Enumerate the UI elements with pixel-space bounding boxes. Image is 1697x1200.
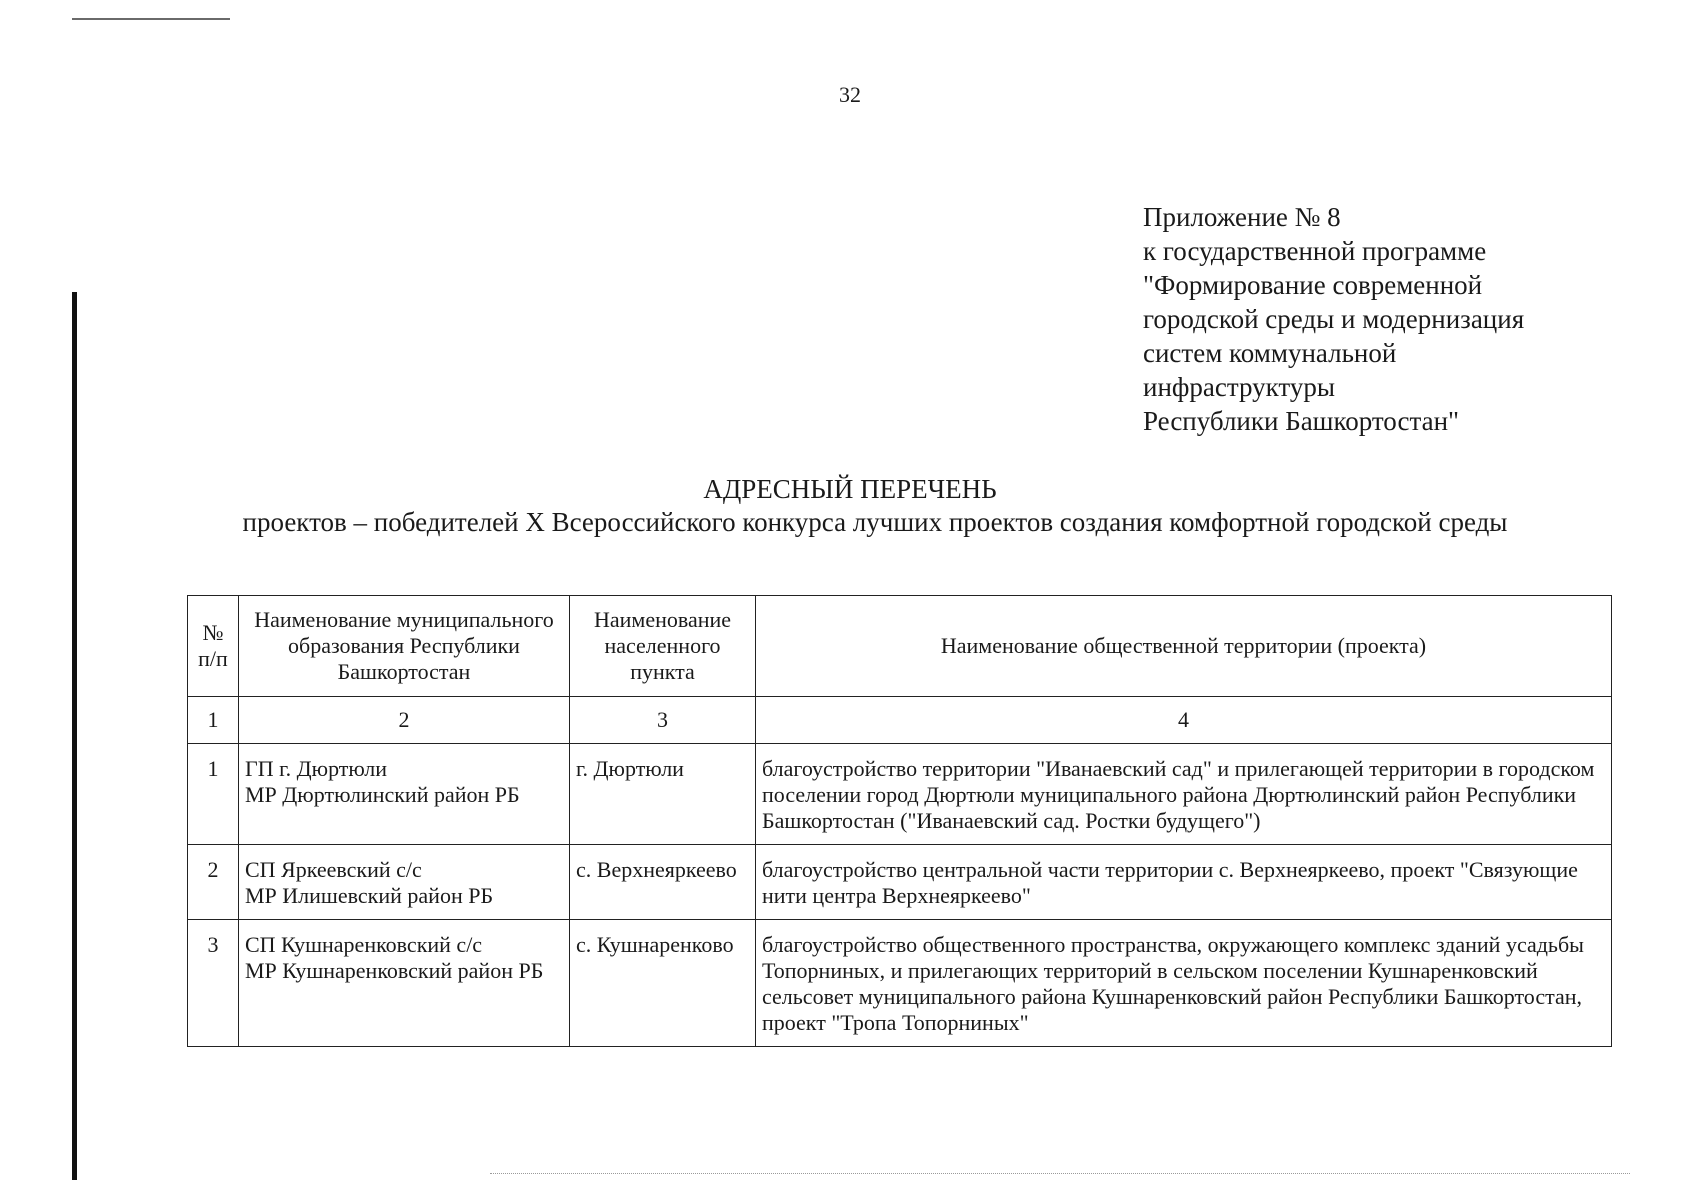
row-number: 1	[188, 744, 239, 845]
municipality-line: ГП г. Дюртюли	[245, 756, 388, 781]
projects-table-container	[187, 595, 1612, 1047]
header-project: Наименование общественной территории (проекта)	[756, 596, 1612, 697]
municipality-cell	[239, 845, 570, 920]
header-number: № п/п	[188, 596, 239, 697]
project-cell: благоустройство территории "Иванаевский сад" и прилегающей территории в городском поселении город Дюртюли муниципального района Дюртюлинский район Республики Башкортостан ("Иванаевский сад. Ростки будущего")	[756, 744, 1612, 845]
table-row	[188, 744, 1612, 845]
project-cell: благоустройство общественного пространства, окружающего комплекс зданий усадьбы Топорниных, и прилегающих территорий в сельском поселении Кушнаренковский сельсовет муниципального района Кушнаренковский район Республики Башкортостан, проект "Тропа Топорниных"	[756, 920, 1612, 1047]
settlement-cell: с. Кушнаренково	[570, 920, 756, 1047]
annex-line: Приложение № 8	[1143, 202, 1341, 232]
annex-line: систем коммунальной	[1143, 338, 1397, 368]
projects-table	[187, 595, 1612, 1047]
column-number-row	[188, 697, 1612, 744]
scan-edge-bar	[72, 292, 77, 1180]
settlement-cell: г. Дюртюли	[570, 744, 756, 845]
row-number: 3	[188, 920, 239, 1047]
bottom-rule	[490, 1173, 1630, 1174]
annex-line: Республики Башкортостан"	[1143, 406, 1460, 436]
top-rule	[72, 18, 230, 20]
table-row	[188, 920, 1612, 1047]
municipality-cell	[239, 744, 570, 845]
column-number: 1	[188, 697, 239, 744]
table-header-row	[188, 596, 1612, 697]
header-municipality: Наименование муниципального образования Республики Башкортостан	[239, 596, 570, 697]
table-row	[188, 845, 1612, 920]
municipality-cell	[239, 920, 570, 1047]
project-cell: благоустройство центральной части территории с. Верхнеяркеево, проект "Связующие нити центра Верхнеяркеево"	[756, 845, 1612, 920]
column-number: 4	[756, 697, 1612, 744]
row-number: 2	[188, 845, 239, 920]
page-number: 32	[839, 82, 861, 107]
municipality-line: МР Кушнаренковский район РБ	[245, 958, 544, 983]
annex-line: к государственной программе	[1143, 236, 1487, 266]
column-number: 3	[570, 697, 756, 744]
annex-line: "Формирование современной	[1143, 270, 1483, 300]
annex-line: инфраструктуры	[1143, 372, 1335, 402]
municipality-line: МР Дюртюлинский район РБ	[245, 782, 520, 807]
document-title: АДРЕСНЫЙ ПЕРЕЧЕНЬ	[703, 474, 997, 504]
column-number: 2	[239, 697, 570, 744]
settlement-cell: с. Верхнеяркеево	[570, 845, 756, 920]
municipality-line: МР Илишевский район РБ	[245, 883, 494, 908]
municipality-line: СП Кушнаренковский с/с	[245, 932, 483, 957]
document-subtitle: проектов – победителей Х Всероссийского конкурса лучших проектов создания комфортной городской среды	[242, 507, 1508, 537]
municipality-line: СП Яркеевский с/с	[245, 857, 422, 882]
annex-block	[1143, 200, 1613, 438]
annex-line: городской среды и модернизация	[1143, 304, 1525, 334]
header-settlement: Наименование населенного пункта	[570, 596, 756, 697]
